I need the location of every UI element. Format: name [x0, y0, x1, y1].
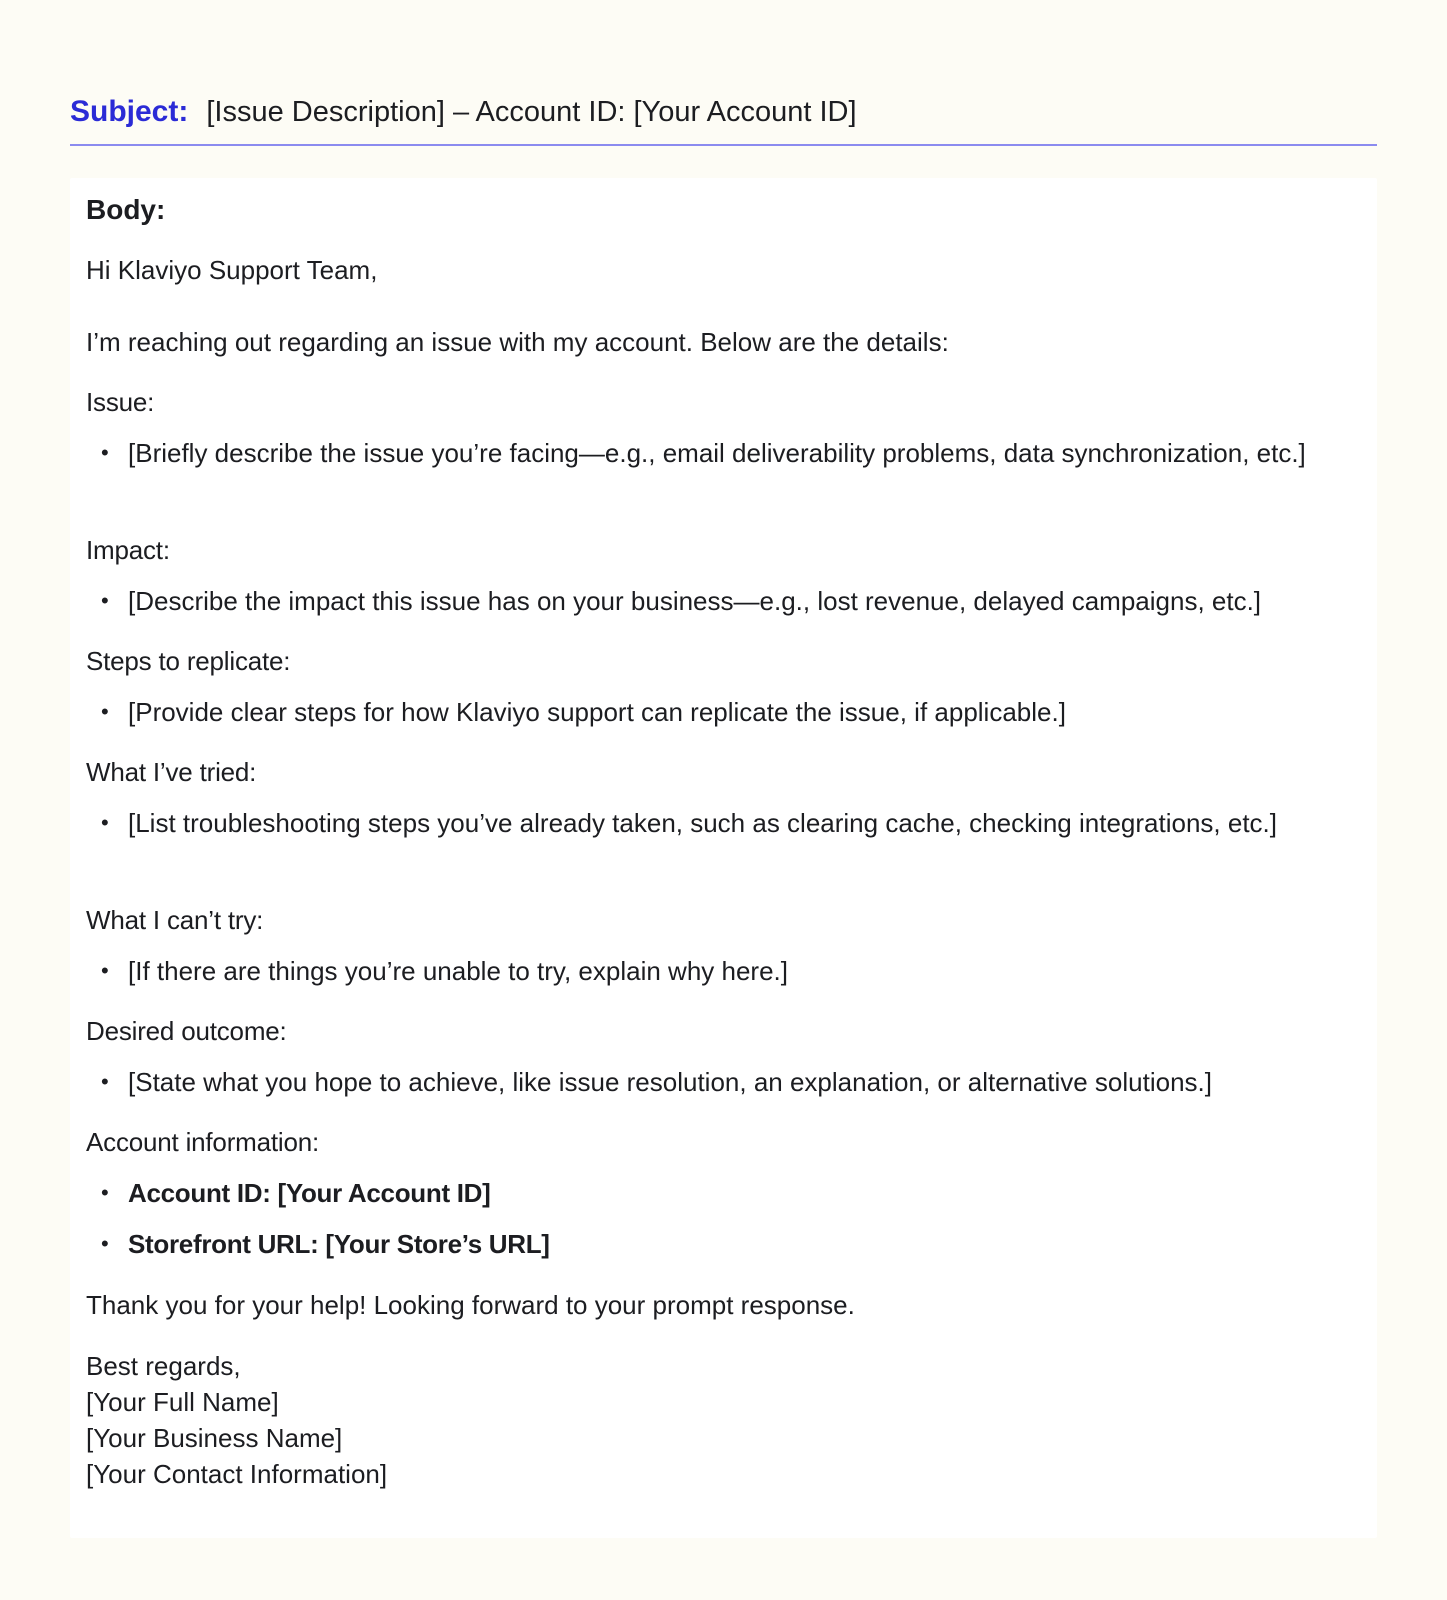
- bullet-icon: •: [101, 1231, 109, 1256]
- section-label-issue: Issue:: [86, 387, 155, 417]
- list-item-text: [List troubleshooting steps you’ve already taken, such as clearing cache, checking integrations, etc.]: [128, 808, 1277, 838]
- list-item: [86, 1175, 1366, 1211]
- list-item: [86, 805, 1366, 877]
- list-item-text: [Provide clear steps for how Klaviyo support can replicate the issue, if applicable.]: [128, 697, 1066, 727]
- bullet-icon: •: [101, 958, 109, 983]
- list-item-text: [If there are things you’re unable to try, explain why here.]: [128, 956, 788, 986]
- list-item: [86, 1226, 1366, 1262]
- signature-line: [Your Business Name]: [86, 1423, 343, 1453]
- list-item-text: [Briefly describe the issue you’re facing—e.g., email deliverability problems, data synchronization, etc.]: [128, 438, 1306, 468]
- list-item: [86, 583, 1366, 619]
- bullet-icon: •: [101, 440, 109, 465]
- list-item: [86, 1064, 1366, 1100]
- list-item: [86, 694, 1366, 730]
- greeting: Hi Klaviyo Support Team,: [86, 255, 378, 285]
- list-item-text: [Describe the impact this issue has on your business—e.g., lost revenue, delayed campaigns, etc.]: [128, 586, 1262, 616]
- subject-divider: [70, 144, 1377, 146]
- signature-line: [Your Full Name]: [86, 1387, 279, 1417]
- subject-label: Subject:: [70, 95, 189, 128]
- bullet-icon: •: [101, 1180, 109, 1205]
- body-label: Body:: [86, 194, 166, 225]
- body-card: [70, 178, 1377, 1538]
- list-item: [86, 953, 1366, 989]
- intro-text: I’m reaching out regarding an issue with my account. Below are the details:: [86, 327, 949, 357]
- signature-line: [Your Contact Information]: [86, 1459, 388, 1489]
- signoff: Best regards,: [86, 1351, 241, 1381]
- bullet-icon: •: [101, 1069, 109, 1094]
- list-item-text: Account ID: [Your Account ID]: [128, 1178, 491, 1208]
- bullet-icon: •: [101, 588, 109, 613]
- list-item-text: [State what you hope to achieve, like issue resolution, an explanation, or alternative solutions.]: [128, 1067, 1212, 1097]
- section-label-outcome: Desired outcome:: [86, 1016, 287, 1046]
- section-label-impact: Impact:: [86, 535, 170, 565]
- subject-text: [Issue Description] – Account ID: [Your Account ID]: [206, 95, 857, 128]
- bullet-icon: •: [101, 810, 109, 835]
- section-label-steps: Steps to replicate:: [86, 646, 291, 676]
- subject-row: [70, 92, 1377, 132]
- section-label-account: Account information:: [86, 1127, 320, 1157]
- section-label-cant-try: What I can’t try:: [86, 905, 264, 935]
- section-label-tried: What I’ve tried:: [86, 757, 257, 787]
- closing-text: Thank you for your help! Looking forward to your prompt response.: [86, 1290, 855, 1320]
- list-item-text: Storefront URL: [Your Store’s URL]: [128, 1229, 550, 1259]
- list-item: [86, 435, 1366, 507]
- bullet-icon: •: [101, 699, 109, 724]
